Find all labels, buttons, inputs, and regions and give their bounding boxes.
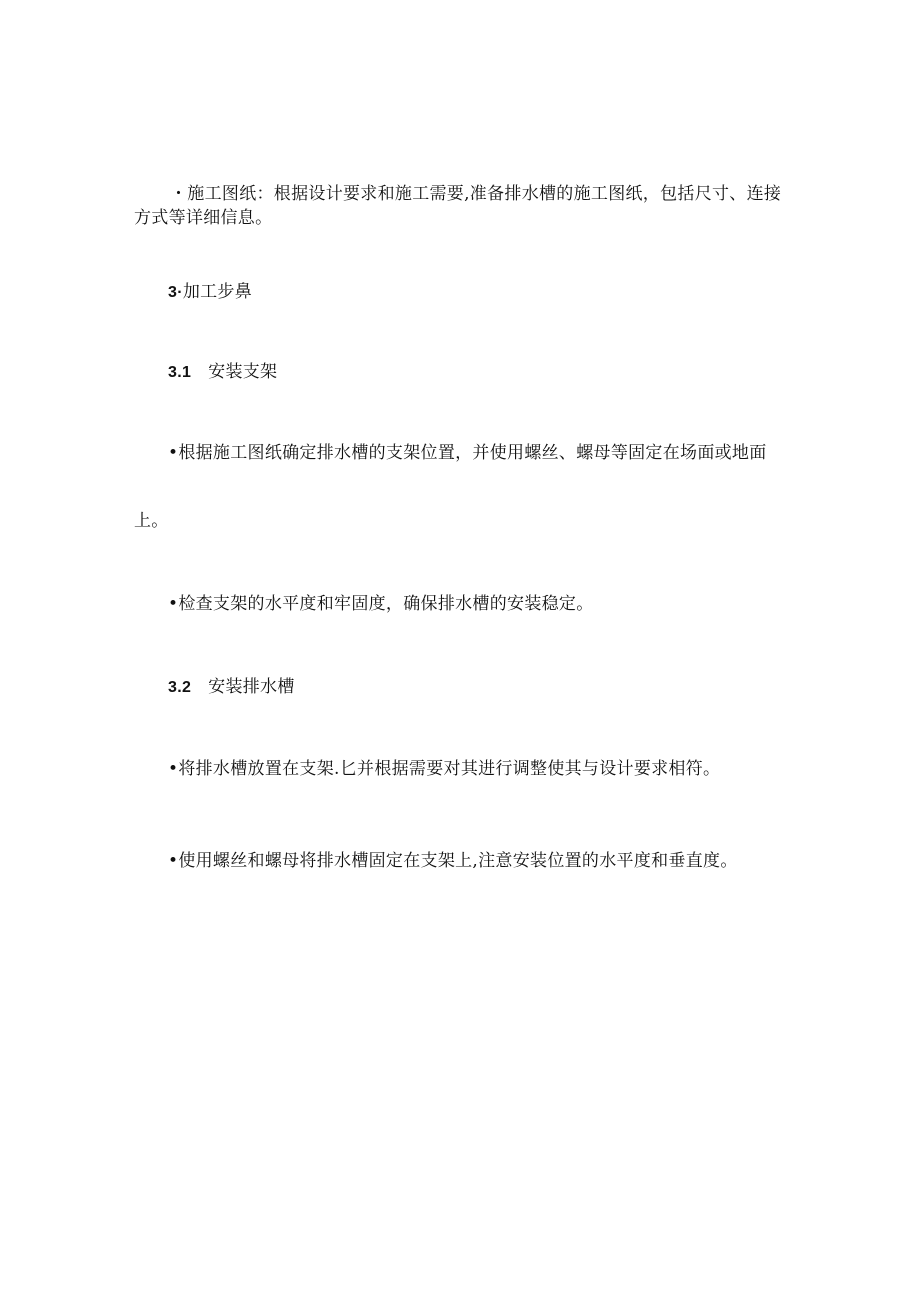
section-3-2-bullet-2: •使用螺丝和螺母将排水槽固定在支架上,注意安装位置的水平度和垂直度。 bbox=[168, 851, 738, 871]
paragraph-drawings-line-1: ・施工图纸：根据设计要求和施工需要,准备排水槽的施工图纸，包括尺寸、连接 bbox=[170, 184, 782, 204]
paragraph-drawings-line-2: 方式等详细信息。 bbox=[134, 208, 273, 228]
section-3-1-heading bbox=[168, 362, 277, 383]
section-3-heading bbox=[168, 282, 252, 303]
section-3-1-number: 3.1 bbox=[168, 364, 192, 381]
section-3-title: 加工步鼻 bbox=[182, 282, 253, 302]
section-3-2-number: 3.2 bbox=[168, 679, 192, 696]
section-3-1-bullet-2: •检查支架的水平度和牢固度，确保排水槽的安装稳定。 bbox=[168, 594, 594, 614]
section-3-1-bullet-1-line-2: 上。 bbox=[134, 511, 169, 531]
section-3-2-bullet-1: •将排水槽放置在支架.匕并根据需要对其进行调整使其与设计要求相符。 bbox=[168, 759, 721, 779]
section-3-1-title: 安装支架 bbox=[208, 362, 278, 382]
section-3-1-bullet-1-line-1: •根据施工图纸确定排水槽的支架位置，并使用螺丝、螺母等固定在场面或地面 bbox=[168, 443, 767, 463]
section-3-number: 3· bbox=[168, 284, 183, 301]
section-3-2-title: 安装排水槽 bbox=[208, 677, 295, 697]
section-3-2-heading bbox=[168, 677, 295, 698]
